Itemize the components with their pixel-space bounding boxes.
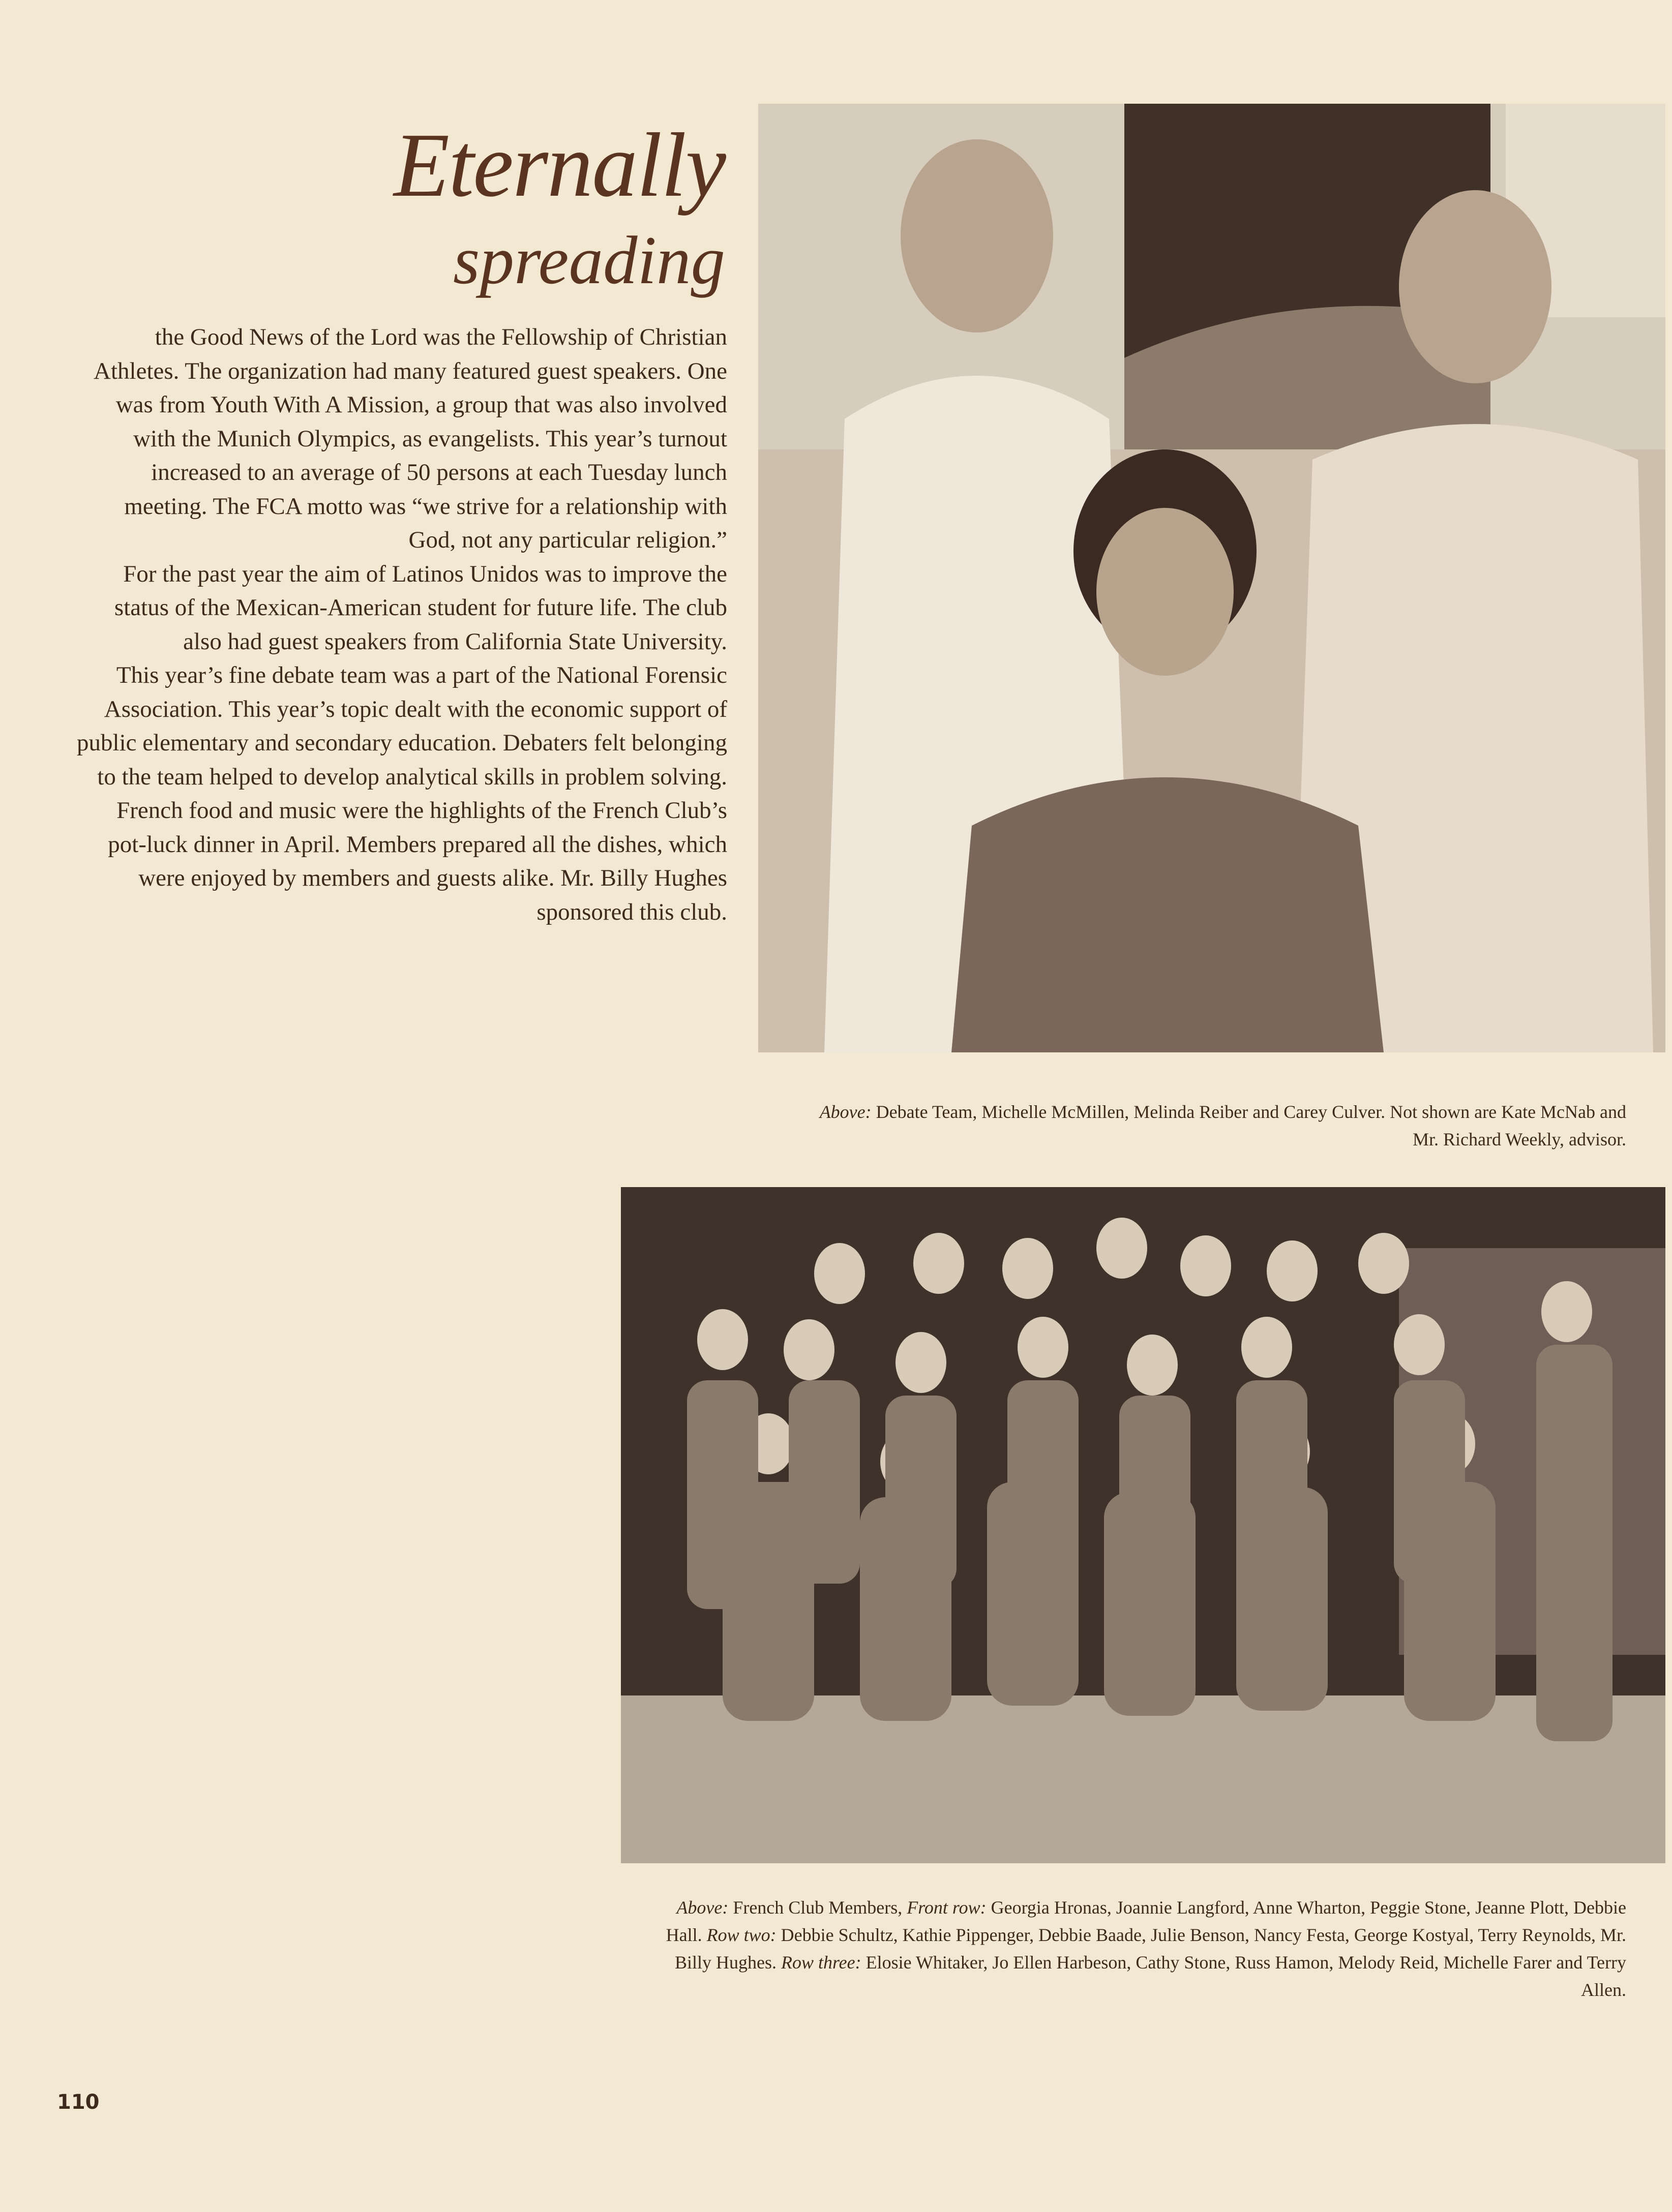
row3-label: Row three: bbox=[781, 1952, 861, 1973]
paragraph-fca: the Good News of the Lord was the Fellowship of Christian Athletes. The organization had many featured guest speakers. One was from Youth With A Mission, a group that was also involved with the Munich Olympics, as evangelists. This year’s turnout increased to an average of 50 persons at each Tuesday lunch meeting. The FCA motto was “we strive for a relationship with God, not any particular religion.” bbox=[94, 324, 727, 553]
caption-text: Debate Team, Michelle McMillen, Melinda Reiber and Carey Culver. Not shown are Kate McNab and Mr. Richard Weekly, advisor. bbox=[876, 1102, 1626, 1149]
debate-team-photo bbox=[758, 104, 1665, 1052]
paragraph-french-club: French food and music were the highlights of the French Club’s pot-luck dinner in April. Members prepared all the dishes, which were enjoyed by members and guests alike. Mr. Billy Hughes sponsored this club. bbox=[108, 797, 727, 925]
row1-names: Georgia Hronas, Joannie Langford, Anne Wharton, Peggie Stone, Jeanne Plott, Debbie Hall. bbox=[666, 1897, 1626, 1945]
row1-label: Front row: bbox=[907, 1897, 987, 1918]
page-title: Eternally bbox=[394, 114, 725, 216]
paragraph-latinos-unidos: For the past year the aim of Latinos Unidos was to improve the status of the Mexican-American student for future life. The club also had guest speakers from California State University. bbox=[114, 560, 727, 655]
french-club-caption bbox=[660, 1894, 1626, 2004]
row2-names: Debbie Schultz, Kathie Pippenger, Debbie Baade, Julie Benson, Nancy Festa, George Kostyal, Terry Reynolds, Mr. Billy Hughes. bbox=[674, 1925, 1626, 1973]
paragraph-debate: This year’s fine debate team was a part of the National Forensic Association. This year’s topic dealt with the economic support of public elementary and secondary education. Debaters felt belonging to the team helped to develop analytical skills in problem solving. bbox=[77, 662, 727, 790]
french-club-photo bbox=[621, 1187, 1665, 1863]
caption-lead: Above: bbox=[819, 1102, 872, 1122]
page-number: 110 bbox=[57, 2090, 100, 2114]
article-body bbox=[76, 320, 727, 929]
caption-intro: French Club Members, bbox=[733, 1897, 903, 1918]
row3-names: Elosie Whitaker, Jo Ellen Harbeson, Cathy Stone, Russ Hamon, Melody Reid, Michelle Farer and Terry Allen. bbox=[865, 1952, 1626, 2000]
debate-team-caption bbox=[813, 1098, 1626, 1153]
caption-lead: Above: bbox=[676, 1897, 729, 1918]
row2-label: Row two: bbox=[706, 1925, 777, 1945]
page-subtitle: spreading bbox=[453, 223, 725, 298]
